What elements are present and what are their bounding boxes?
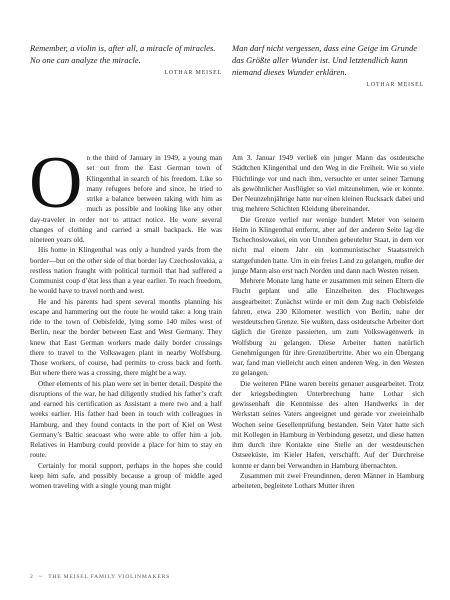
epigraph-german-attribution: LOTHAR MEISEL	[366, 82, 424, 88]
ornament-glyph: ~	[38, 573, 44, 581]
german-paragraph: Die weiteren Pläne waren bereits genauer ausgearbeitet. Trotz der kriegsbedingten Unterbrechung hatte Lothar sich gewissenhaft die Kenntnisse des alten Handwerks in der Werkstatt seines Vaters angeeignet und gerade vor zweieinhalb Wochen seine Gesellenprüfung bestanden. Sein Vater hatte sich mit Kollegen in Hamburg in Verbindung gesetzt, und diese hatten ihm durch ihre Kontakte eine Stelle an der westdeutschen Ostseeküste, im Kieler Hafen, verschafft. Auf der Durchreise konnte er dann bei Verwandten in Hamburg übernachten.	[232, 379, 424, 470]
epigraph-english-attribution: LOTHAR MEISEL	[164, 70, 222, 76]
german-paragraph: Zusammen mit zwei Freundinnen, deren Männer in Hamburg arbeiteten, begleitete Lothars Mutter ihren	[232, 471, 424, 490]
running-title: THE MEISEL FAMILY VIOLINMAKERS	[48, 574, 170, 580]
english-paragraph: On the third of January in 1949, a young man set out from the East German town of Klingenthal in search of his freedom. Like so many refugees before and since, he tried to strike a balance between taking with him as much as possible and looking like any other day-traveler in order not to attract notice. He wore several changes of clothing and carried a small backpack. He was nineteen years old.	[29, 142, 222, 244]
german-paragraph: Mehrere Monate lang hatte er zusammen mit seinen Eltern die Flucht geplant und alle Einzelheiten des Fluchtweges ausgearbeitet: Zunächst würde er mit dem Zug nach Oebisfelde fahren, etwa 230 Kilometer westlich von Berlin, nahe der westdeutschen Grenze. Sie wußten, dass ostdeutsche Arbeiter dort täglich die Grenze passierten, um zum Volkswagenwerk in Wolfsburg zu gelangen. Diese Arbeiter hatten natürlich Genehmigungen für ihre Grenzübertritte. Aber wo ein Übergang war, fand man vielleicht auch einen anderen Weg, in den Westen zu gelangen.	[232, 277, 424, 378]
page-number: 2	[30, 574, 34, 580]
page-footer	[30, 572, 170, 582]
english-paragraph: Certainly for moral support, perhaps in the hopes she could keep him safe, and possibly because a group of middle aged women traveling with a single young man might	[30, 461, 222, 490]
english-paragraph: Other elements of his plan were set in better detail. Despite the disruptions of the war, he had diligently studied his father’s craft and earned his certification as Assistant a mere two and a half weeks earlier. His father had been in touch with colleagues in Hamburg, and they found contacts in the port of Kiel on West Germany’s Baltic seacoast who were able to offer him a job. Relatives in Hamburg could provide a place for him to stay en route.	[30, 379, 222, 460]
drop-cap: O	[29, 142, 83, 224]
english-paragraph: His home in Klingenthal was only a hundred yards from the border—but on the other side of that border lay Czechoslovakia, a restless nation fraught with political turmoil that had suffered a Communist coup d’état less than a year earlier. To reach freedom, he would have to travel north and west.	[30, 246, 222, 296]
english-paragraph: He and his parents had spent several months planning his escape and hammering out the route he would take: a long train ride to the town of Oebisfelde, lying some 140 miles west of Berlin, near the border between East and West Germany. They knew that East German workers made daily border crossings there to travel to the Volkswagen plant in nearby Wolfsburg. Those workers, of course, had permits to cross back and forth. But where there was a crossing, there might be a way.	[30, 297, 222, 378]
german-paragraph: Am 3. Januar 1949 verließ ein junger Mann das ostdeutsche Städtchen Klingenthal und den Weg in die Freiheit. Wie so viele Flüchtlinge vor und nach ihm, versuchte er unter seiner Tarnung als gewöhnlicher Ausflügler so viel mitzunehmen, wie er konnte. Der Neunzehnjährige hatte nur einen kleinen Rucksack dabei und trug mehrere Schichten Kleidung übereinander.	[232, 154, 424, 214]
german-paragraph: Die Grenze verlief nur wenige hundert Meter von seinem Heim in Klingenthal entfernt, aber auf der anderen Seite lag die Tschechoslowakei, ein von Unruhen gebeutelter Staat, in dem vor nicht mal einem Jahr ein kommunistischer Staatsstreich stattgefunden hatte. Um in ein freies Land zu gelangen, mußte der junge Mann also erst nach Norden und dann nach Westen reisen.	[232, 215, 424, 275]
german-text-column	[232, 153, 424, 491]
english-text-column	[29, 142, 222, 491]
epigraph-english: Remember, a violin is, after all, a miracle of miracles. No one can analyze the miracle.	[30, 43, 216, 66]
epigraph-german: Man darf nicht vergessen, dass eine Geige im Grunde das Größte aller Wunder ist. Und letztendlich kann niemand dieses Wunder erklären.	[232, 43, 418, 78]
